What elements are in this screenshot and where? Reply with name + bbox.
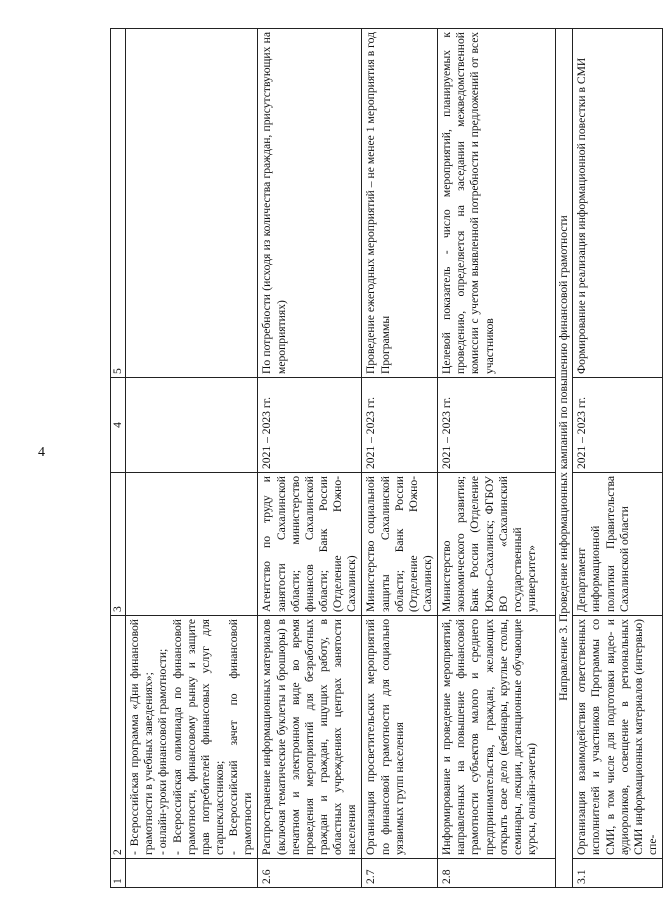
executors-cell <box>126 473 258 616</box>
result-cell: Проведение ежегодных мероприятий – не менее 1 мероприятия в год Программы <box>362 29 438 378</box>
executors-cell: Агентство по труду и занятости Сахалинской области; министерство финансов Сахалинской области; Банк России (Отделение Южно-Сахалинск) <box>258 473 362 616</box>
activity-cell: Организация взаимодействия ответственных исполнителей и участников Программы со СМИ, в том числе для подготовки видео- и аудиороликов, освещение в региональных СМИ информационных материалов (интервью) спе- <box>573 616 663 859</box>
result-cell: Целевой показатель - число мероприятий, планируемых к проведению, определяется на заседании межведомственной комиссии с учетом выявленной потребности и предложений от всех участников <box>438 29 556 378</box>
header-row <box>111 29 126 888</box>
table-row <box>258 29 362 888</box>
activity-line: - Всероссийский зачет по финансовой грамотности <box>227 619 255 855</box>
activity-cell: Организация просветительских мероприятий по финансовой грамотности для социально уязвимых групп населения <box>362 616 438 859</box>
row-number: 2.7 <box>362 859 438 888</box>
executors-cell: Департамент информационной политики Правительства Сахалинской области <box>573 473 663 616</box>
activity-cell: Информирование и проведение мероприятий, направленных на повышение финансовой грамотности субъектов малого и среднего предпринимательства, граждан, желающих открыть свое дело (вебинары, круглые столы, семинары, лекции, дистанционные обучающие курсы, онлайн-зачеты) <box>438 616 556 859</box>
period-cell: 2021 – 2023 гг. <box>573 378 663 473</box>
header-col-4: 4 <box>111 378 126 473</box>
activity-cell <box>126 616 258 859</box>
table-row <box>126 29 258 888</box>
section-row <box>556 29 573 888</box>
row-number: 2.8 <box>438 859 556 888</box>
row-number: 2.6 <box>258 859 362 888</box>
activity-line: - Всероссийская олимпиада по финансовой грамотности, финансовому рынку и защите прав потребителей финансовых услуг для старшеклассников; <box>170 619 226 855</box>
period-cell: 2021 – 2023 гг. <box>258 378 362 473</box>
result-cell: Формирование и реализация информационной повестки в СМИ <box>573 29 663 378</box>
period-cell <box>126 378 258 473</box>
activity-cell: Распространение информационных материалов (включая тематические буклеты и брошюры) в печатном и электронном виде во время проведения мероприятий для безработных граждан и граждан, ищущих работу, в областных учреждениях центрах занятости населения <box>258 616 362 859</box>
executors-cell: Министерство экономического развития; Банк России (Отделение Южно-Сахалинск; ФГБОУ ВО «Сахалинский государственный университет» <box>438 473 556 616</box>
period-cell: 2021 – 2023 гг. <box>362 378 438 473</box>
header-col-3: 3 <box>111 473 126 616</box>
table-row <box>573 29 663 888</box>
table-row <box>362 29 438 888</box>
result-cell <box>126 29 258 378</box>
rotated-table-container <box>110 28 659 888</box>
page-number: 4 <box>38 445 45 460</box>
period-cell: 2021 – 2023 гг. <box>438 378 556 473</box>
section-title: Направление 3. Проведение информационных кампаний по повышению финансовой грамотности <box>556 29 573 888</box>
row-number <box>126 859 258 888</box>
table-row <box>438 29 556 888</box>
program-activities-table <box>110 28 663 888</box>
activity-line: - онлайн-уроки финансовой грамотности; <box>156 648 170 855</box>
executors-cell: Министерство социальной защиты Сахалинской области; Банк России (Отделение Южно-Сахалинск) <box>362 473 438 616</box>
header-col-1: 1 <box>111 859 126 888</box>
result-cell: По потребности (исходя из количества граждан, присутствующих на мероприятиях) <box>258 29 362 378</box>
row-number: 3.1 <box>573 859 663 888</box>
header-col-2: 2 <box>111 616 126 859</box>
header-col-5: 5 <box>111 29 126 378</box>
activity-line: - Всероссийская программа «Дни финансовой грамотности в учебных заведениях»; <box>128 619 156 855</box>
